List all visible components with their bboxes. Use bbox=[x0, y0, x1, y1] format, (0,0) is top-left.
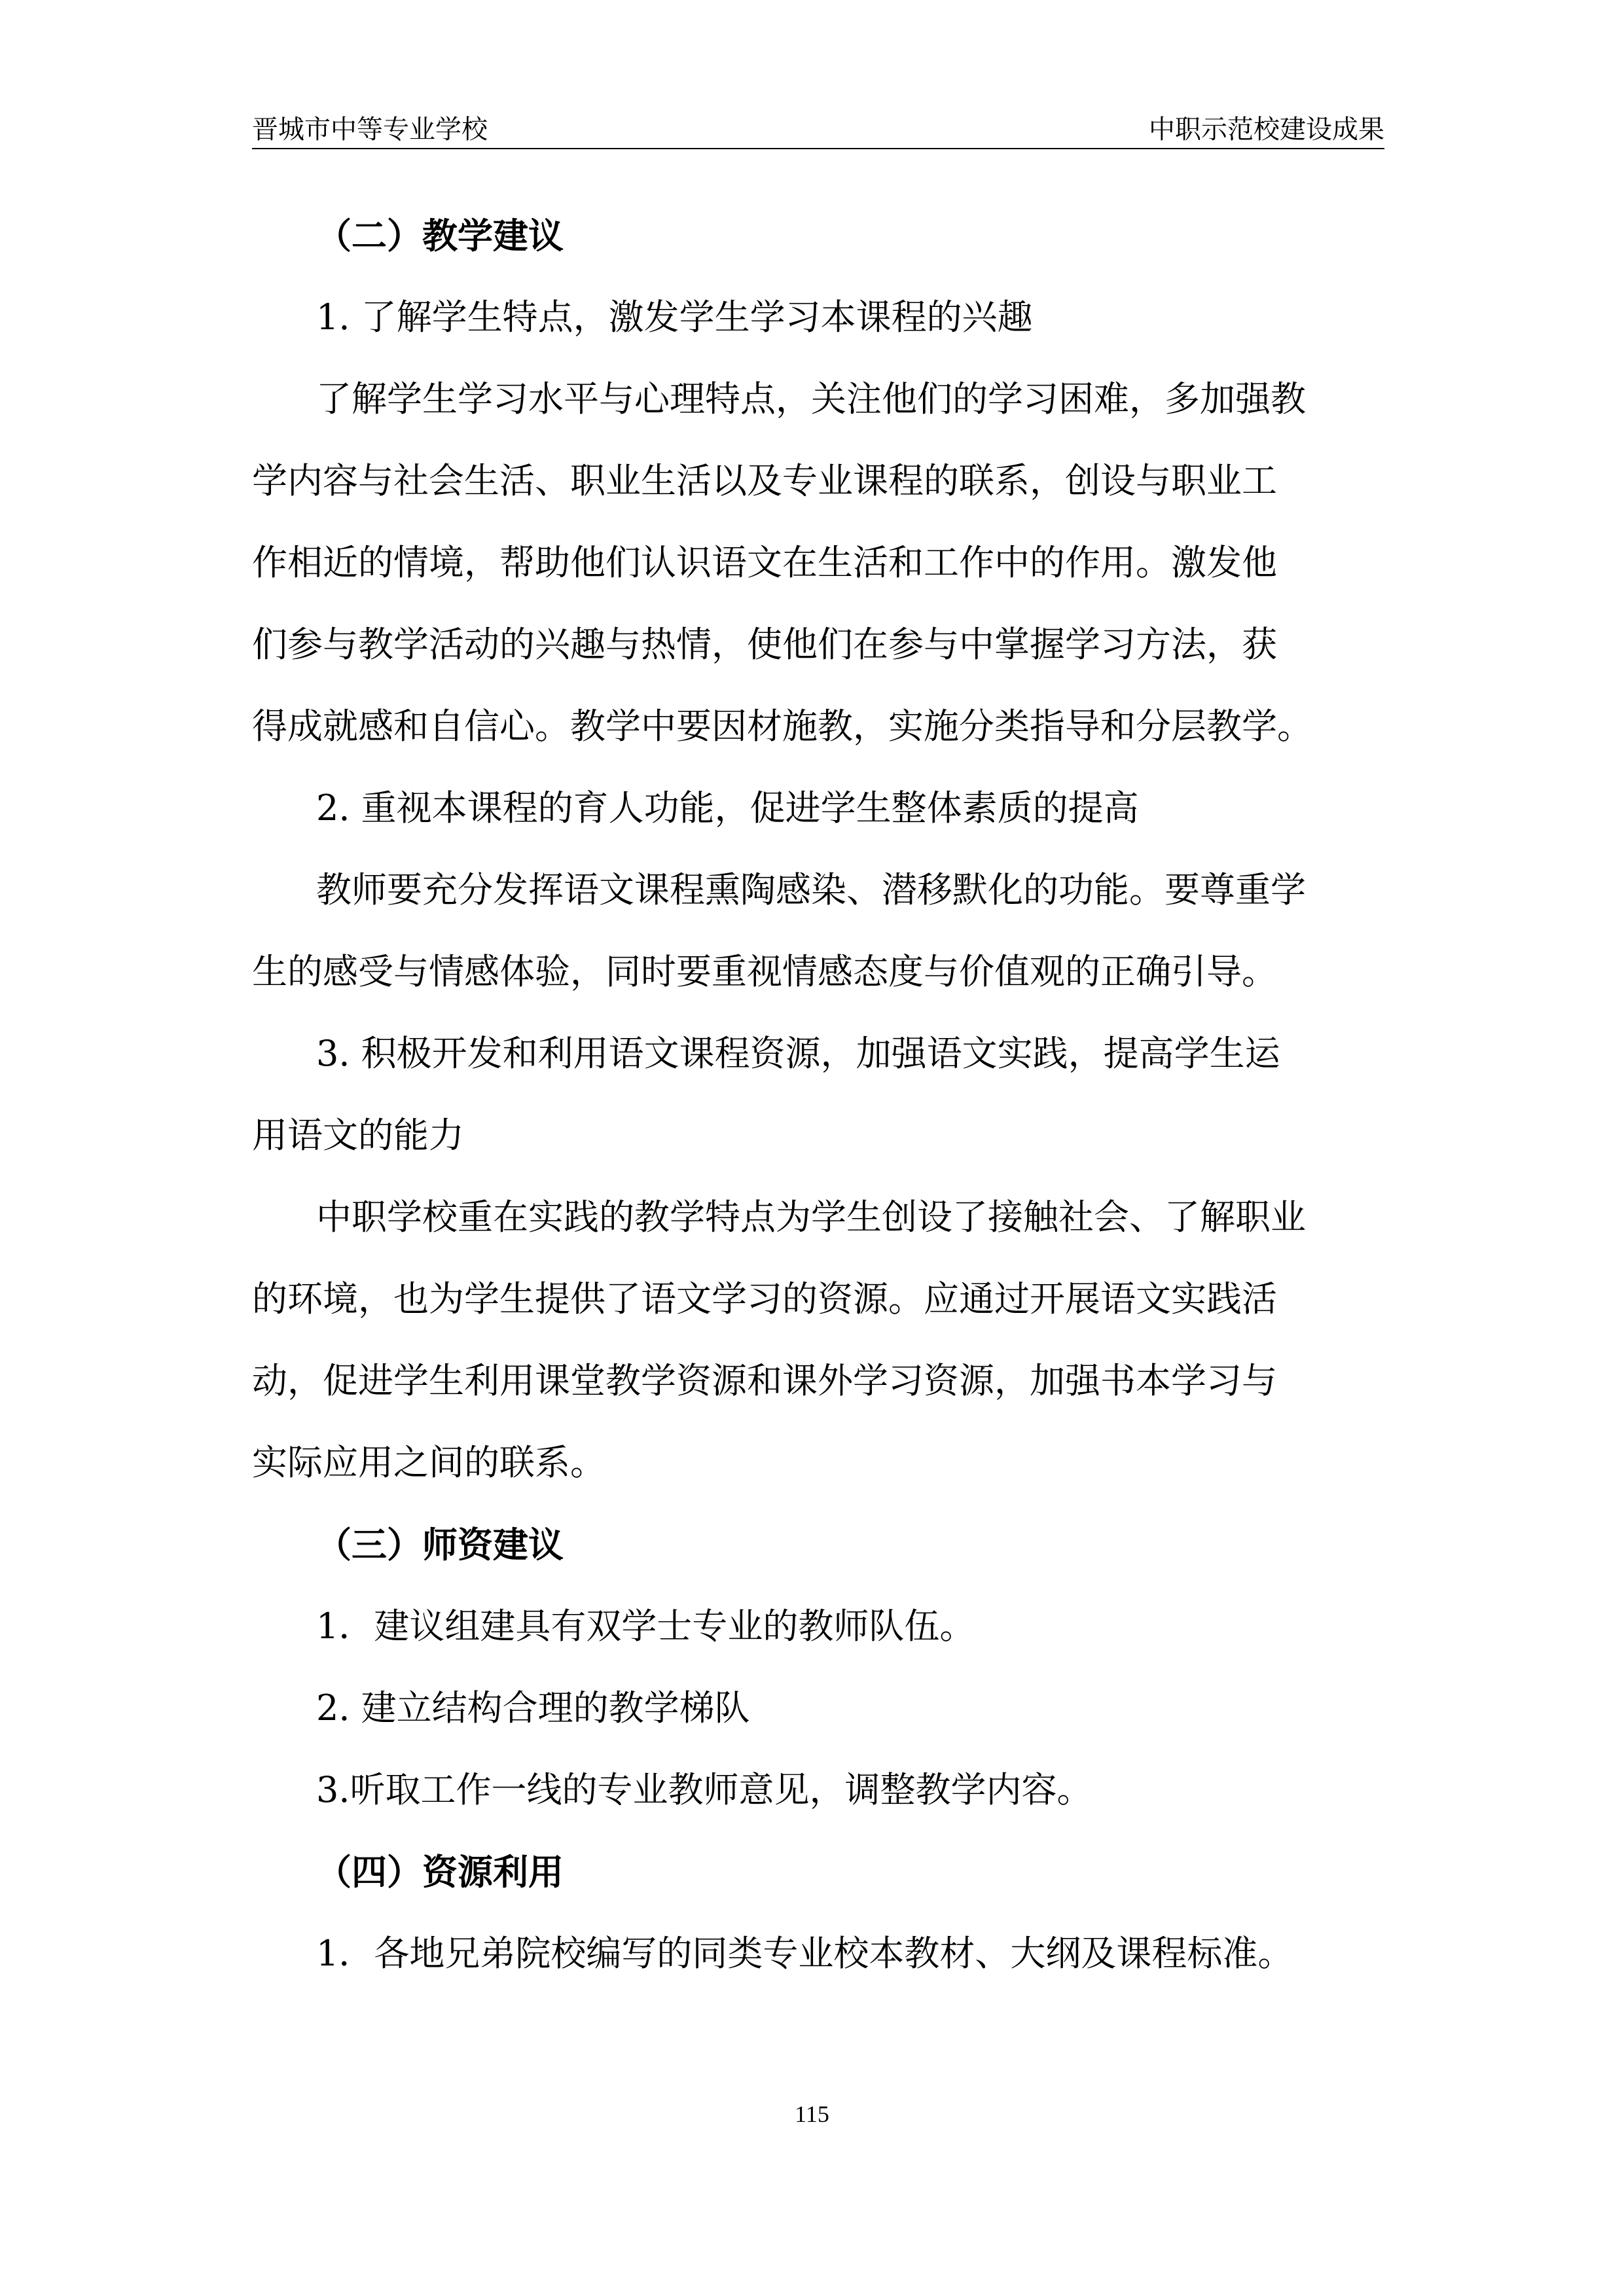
paragraph-line: 作相近的情境，帮助他们认识语文在生活和工作中的作用。激发他 bbox=[252, 542, 1277, 583]
faculty-item-1: 1．建议组建具有双学士专业的教师队伍。 bbox=[316, 1605, 975, 1647]
item-3-title-continued: 用语文的能力 bbox=[252, 1115, 464, 1156]
item-1-title: 1. 了解学生特点，激发学生学习本课程的兴趣 bbox=[316, 296, 1033, 338]
section-heading-resource-use: （四）资源利用 bbox=[316, 1851, 564, 1893]
faculty-item-2: 2. 建立结构合理的教学梯队 bbox=[316, 1687, 750, 1729]
paragraph-line: 动，促进学生利用课堂教学资源和课外学习资源，加强书本学习与 bbox=[252, 1360, 1277, 1401]
paragraph-line: 学内容与社会生活、职业生活以及专业课程的联系，创设与职业工 bbox=[252, 460, 1277, 501]
header-school-name: 晋城市中等专业学校 bbox=[252, 115, 488, 145]
item-3-title: 3. 积极开发和利用语文课程资源，加强语文实践，提高学生运 bbox=[316, 1033, 1280, 1074]
section-heading-teaching-advice: （二）教学建议 bbox=[316, 215, 564, 257]
paragraph-line: 的环境，也为学生提供了语文学习的资源。应通过开展语文实践活 bbox=[252, 1278, 1277, 1319]
paragraph-line: 了解学生学习水平与心理特点，关注他们的学习困难，多加强教 bbox=[316, 378, 1306, 420]
paragraph-line: 得成就感和自信心。教学中要因材施教，实施分类指导和分层教学。 bbox=[252, 706, 1312, 747]
page-header bbox=[252, 111, 1384, 149]
page-number: 115 bbox=[795, 2101, 829, 2127]
header-doc-title: 中职示范校建设成果 bbox=[1149, 115, 1384, 145]
paragraph-line: 生的感受与情感体验，同时要重视情感态度与价值观的正确引导。 bbox=[252, 951, 1277, 992]
paragraph-line: 中职学校重在实践的教学特点为学生创设了接触社会、了解职业 bbox=[316, 1196, 1306, 1238]
paragraph-line: 教师要充分发挥语文课程熏陶感染、潜移默化的功能。要尊重学 bbox=[316, 869, 1306, 910]
paragraph-line: 们参与教学活动的兴趣与热情，使他们在参与中掌握学习方法，获 bbox=[252, 624, 1277, 665]
item-2-title: 2. 重视本课程的育人功能，促进学生整体素质的提高 bbox=[316, 787, 1139, 829]
section-heading-faculty-advice: （三）师资建议 bbox=[316, 1524, 564, 1566]
faculty-item-3: 3.听取工作一线的专业教师意见，调整教学内容。 bbox=[316, 1769, 1092, 1810]
resource-item-1: 1．各地兄弟院校编写的同类专业校本教材、大纲及课程标准。 bbox=[316, 1933, 1293, 1974]
paragraph-line: 实际应用之间的联系。 bbox=[252, 1442, 605, 1483]
